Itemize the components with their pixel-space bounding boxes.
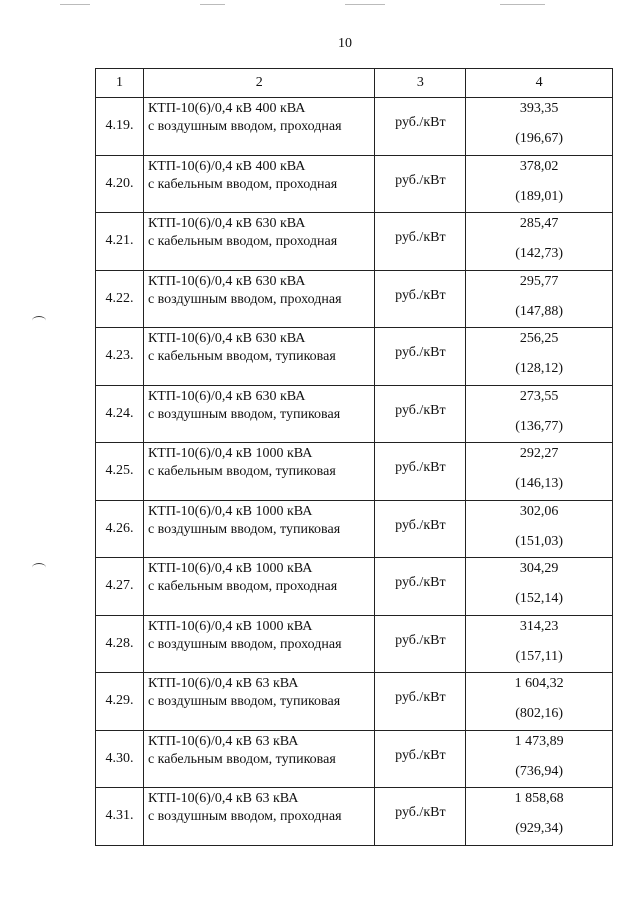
value-main: 285,47 xyxy=(519,216,559,231)
row-number: 4.19. xyxy=(96,98,144,156)
row-unit: руб./кВт xyxy=(375,730,466,788)
row-description xyxy=(143,788,375,846)
row-unit: руб./кВт xyxy=(375,558,466,616)
value-main: 302,06 xyxy=(519,503,559,519)
value-main: 256,25 xyxy=(519,331,559,346)
value-secondary: (802,16) xyxy=(515,706,564,721)
row-unit: руб./кВт xyxy=(375,270,466,328)
table-row xyxy=(96,730,613,788)
table-row xyxy=(96,558,613,616)
value-main: 393,35 xyxy=(519,101,559,116)
row-number: 4.20. xyxy=(96,155,144,213)
description-line-1: КТП-10(6)/0,4 кВ 1000 кВА xyxy=(147,446,313,461)
value-secondary: (189,01) xyxy=(515,188,564,204)
row-number: 4.22. xyxy=(96,270,144,328)
table-header-row xyxy=(96,69,613,98)
description-line-1: КТП-10(6)/0,4 кВ 630 кВА xyxy=(147,216,306,231)
description-line-1: КТП-10(6)/0,4 кВ 63 кВА xyxy=(147,676,299,691)
value-secondary: (142,73) xyxy=(515,246,564,261)
value-secondary: (128,12) xyxy=(515,361,564,376)
description-line-1: КТП-10(6)/0,4 кВ 630 кВА xyxy=(147,273,306,289)
value-main: 273,55 xyxy=(519,388,559,404)
row-description xyxy=(143,270,375,328)
row-unit: руб./кВт xyxy=(375,213,466,271)
table-row xyxy=(96,98,613,156)
row-value xyxy=(466,155,613,213)
description-line-1: КТП-10(6)/0,4 кВ 630 кВА xyxy=(147,331,306,346)
value-main: 1 473,89 xyxy=(514,733,564,749)
value-main: 304,29 xyxy=(519,561,559,576)
description-line-1: КТП-10(6)/0,4 кВ 63 кВА xyxy=(147,791,299,806)
scan-mark xyxy=(32,316,46,325)
row-description xyxy=(143,98,375,156)
row-description xyxy=(143,673,375,731)
table-row xyxy=(96,270,613,328)
description-line-2: с кабельным вводом, проходная xyxy=(147,234,338,249)
row-value xyxy=(466,270,613,328)
description-line-1: КТП-10(6)/0,4 кВ 1000 кВА xyxy=(147,618,313,634)
row-unit: руб./кВт xyxy=(375,500,466,558)
row-unit: руб./кВт xyxy=(375,385,466,443)
value-secondary: (736,94) xyxy=(515,763,564,779)
row-unit: руб./кВт xyxy=(375,615,466,673)
description-line-1: КТП-10(6)/0,4 кВ 630 кВА xyxy=(147,388,306,404)
row-value xyxy=(466,615,613,673)
row-number: 4.25. xyxy=(96,443,144,501)
row-unit: руб./кВт xyxy=(375,98,466,156)
row-description xyxy=(143,213,375,271)
row-number: 4.23. xyxy=(96,328,144,386)
column-header: 4 xyxy=(466,69,613,98)
description-line-2: с воздушным вводом, тупиковая xyxy=(147,694,341,709)
table-row xyxy=(96,328,613,386)
row-value xyxy=(466,98,613,156)
row-value xyxy=(466,500,613,558)
scan-speckle xyxy=(500,4,545,5)
scan-speckle xyxy=(345,4,385,5)
row-value xyxy=(466,788,613,846)
row-number: 4.24. xyxy=(96,385,144,443)
row-number: 4.21. xyxy=(96,213,144,271)
table-row xyxy=(96,788,613,846)
row-description xyxy=(143,443,375,501)
table-row xyxy=(96,385,613,443)
table-row xyxy=(96,213,613,271)
value-secondary: (146,13) xyxy=(515,476,564,491)
row-value xyxy=(466,328,613,386)
row-description xyxy=(143,615,375,673)
row-description xyxy=(143,500,375,558)
description-line-1: КТП-10(6)/0,4 кВ 400 кВА xyxy=(147,101,306,116)
row-value xyxy=(466,730,613,788)
value-main: 378,02 xyxy=(519,158,559,174)
description-line-2: с кабельным вводом, проходная xyxy=(147,579,338,594)
tariff-table xyxy=(95,68,613,846)
row-unit: руб./кВт xyxy=(375,673,466,731)
column-header: 2 xyxy=(143,69,375,98)
value-main: 1 604,32 xyxy=(514,676,564,691)
description-line-1: КТП-10(6)/0,4 кВ 63 кВА xyxy=(147,733,299,749)
value-main: 1 858,68 xyxy=(514,791,564,806)
row-value xyxy=(466,443,613,501)
description-line-2: с кабельным вводом, проходная xyxy=(147,176,338,192)
row-number: 4.30. xyxy=(96,730,144,788)
row-value xyxy=(466,673,613,731)
value-main: 314,23 xyxy=(519,618,559,634)
description-line-1: КТП-10(6)/0,4 кВ 400 кВА xyxy=(147,158,306,174)
row-unit: руб./кВт xyxy=(375,788,466,846)
row-value xyxy=(466,558,613,616)
row-unit: руб./кВт xyxy=(375,155,466,213)
value-secondary: (152,14) xyxy=(515,591,564,606)
column-header: 1 xyxy=(96,69,144,98)
row-description xyxy=(143,558,375,616)
table-row xyxy=(96,500,613,558)
row-number: 4.28. xyxy=(96,615,144,673)
row-unit: руб./кВт xyxy=(375,443,466,501)
description-line-2: с воздушным вводом, проходная xyxy=(147,291,342,307)
row-description xyxy=(143,730,375,788)
table-row xyxy=(96,673,613,731)
table-row xyxy=(96,155,613,213)
row-description xyxy=(143,155,375,213)
scan-speckle xyxy=(200,4,225,5)
row-number: 4.29. xyxy=(96,673,144,731)
table-body xyxy=(96,98,613,846)
column-header: 3 xyxy=(375,69,466,98)
description-line-1: КТП-10(6)/0,4 кВ 1000 кВА xyxy=(147,561,313,576)
value-secondary: (147,88) xyxy=(515,303,564,319)
row-description xyxy=(143,385,375,443)
description-line-2: с воздушным вводом, проходная xyxy=(147,119,342,134)
description-line-2: с воздушным вводом, тупиковая xyxy=(147,521,341,537)
row-number: 4.31. xyxy=(96,788,144,846)
row-value xyxy=(466,385,613,443)
scan-mark xyxy=(32,563,46,572)
page-number: 10 xyxy=(338,36,352,51)
row-number: 4.26. xyxy=(96,500,144,558)
value-secondary: (157,11) xyxy=(515,648,563,664)
value-secondary: (136,77) xyxy=(515,418,564,434)
value-secondary: (929,34) xyxy=(515,821,564,836)
value-secondary: (151,03) xyxy=(515,533,564,549)
description-line-2: с кабельным вводом, тупиковая xyxy=(147,464,336,479)
description-line-2: с кабельным вводом, тупиковая xyxy=(147,349,336,364)
description-line-2: с воздушным вводом, проходная xyxy=(147,636,342,652)
row-description xyxy=(143,328,375,386)
value-main: 295,77 xyxy=(519,273,559,289)
row-value xyxy=(466,213,613,271)
table-row xyxy=(96,615,613,673)
table-row xyxy=(96,443,613,501)
row-unit: руб./кВт xyxy=(375,328,466,386)
value-secondary: (196,67) xyxy=(515,131,564,146)
description-line-2: с воздушным вводом, тупиковая xyxy=(147,406,341,422)
value-main: 292,27 xyxy=(519,446,559,461)
description-line-1: КТП-10(6)/0,4 кВ 1000 кВА xyxy=(147,503,313,519)
description-line-2: с воздушным вводом, проходная xyxy=(147,809,342,824)
description-line-2: с кабельным вводом, тупиковая xyxy=(147,751,336,767)
scan-speckle xyxy=(60,4,90,5)
row-number: 4.27. xyxy=(96,558,144,616)
